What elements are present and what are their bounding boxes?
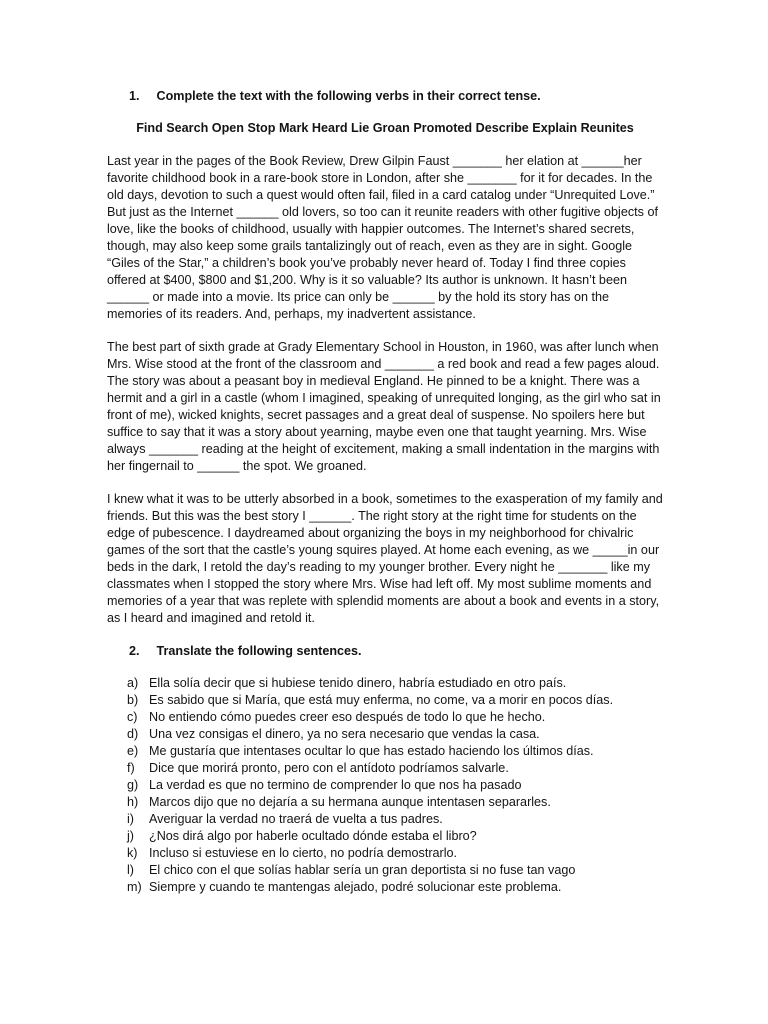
- sentence-letter: m): [127, 880, 142, 894]
- document-content: [107, 82, 663, 896]
- sentence-letter: c): [127, 710, 138, 724]
- sentence-item: [107, 794, 663, 811]
- sentence-text: Marcos dijo que no dejaría a su hermana aunque intentasen separarles.: [149, 795, 551, 809]
- sentence-text: Una vez consigas el dinero, ya no sera necesario que vendas la casa.: [149, 727, 540, 741]
- exercise-1-instruction: Complete the text with the following verbs in their correct tense.: [156, 89, 541, 103]
- paragraph-2: The best part of sixth grade at Grady Elementary School in Houston, in 1960, was after lunch when Mrs. Wise stood at the front of the classroom and _______ a red book and read a few pages aloud. The story was about a peasant boy in medieval England. He pinned to be a knight. There was a hermit and a girl in a castle (whom I imagined, speaking of unrequited longing, as the girl who sat in front of me), wicked knights, secret passages and a great deal of suspense. No spoilers here but suffice to say that it was a story about yearning, maybe even one that taught yearning. Mrs. Wise always _______ reading at the height of excitement, making a small indentation in the margins with her fingernail to ______ the spot. We groaned.: [107, 340, 661, 473]
- sentence-text: Me gustaría que intentases ocultar lo que has estado haciendo los últimos días.: [149, 744, 594, 758]
- sentence-letter: a): [127, 676, 139, 690]
- sentence-text: Averiguar la verdad no traerá de vuelta a tus padres.: [149, 812, 443, 826]
- exercise-1-number: 1.: [129, 89, 140, 103]
- sentence-text: Incluso si estuviese en lo cierto, no podría demostrarlo.: [149, 846, 458, 860]
- sentence-text: Dice que morirá pronto, pero con el antídoto podríamos salvarle.: [149, 761, 509, 775]
- sentence-letter: e): [127, 744, 139, 758]
- sentence-item: [107, 845, 663, 862]
- sentence-letter: j): [127, 829, 134, 843]
- sentence-text: ¿Nos dirá algo por haberle ocultado dónde estaba el libro?: [149, 829, 477, 843]
- sentence-letter: i): [127, 812, 134, 826]
- verb-list: Find Search Open Stop Mark Heard Lie Groan Promoted Describe Explain Reunites: [136, 121, 634, 135]
- exercise-2-number: 2.: [129, 644, 140, 658]
- sentence-text: Es sabido que si María, que está muy enferma, no come, va a morir en pocos días.: [149, 693, 614, 707]
- sentence-text: El chico con el que solías hablar sería un gran deportista si no fuse tan vago: [149, 863, 576, 877]
- sentence-text: Siempre y cuando te mantengas alejado, podré solucionar este problema.: [149, 880, 562, 894]
- exercise-2-instruction: Translate the following sentences.: [156, 644, 362, 658]
- sentence-text: Ella solía decir que si hubiese tenido dinero, habría estudiado en otro país.: [149, 676, 567, 690]
- sentence-text: No entiendo cómo puedes creer eso después de todo lo que he hecho.: [149, 710, 546, 724]
- sentence-letter: f): [127, 761, 135, 775]
- sentence-list: [107, 675, 663, 896]
- sentence-item: [107, 675, 663, 692]
- sentence-text: La verdad es que no termino de comprender lo que nos ha pasado: [149, 778, 522, 792]
- sentence-item: [107, 743, 663, 760]
- sentence-item: [107, 726, 663, 743]
- sentence-item: [107, 760, 663, 777]
- sentence-item: [107, 692, 663, 709]
- sentence-item: [107, 709, 663, 726]
- sentence-letter: l): [127, 863, 134, 877]
- sentence-item: [107, 862, 663, 879]
- exercise-1-heading: [107, 88, 663, 105]
- sentence-letter: g): [127, 778, 139, 792]
- exercise-2-heading: [107, 643, 663, 660]
- sentence-letter: b): [127, 693, 139, 707]
- sentence-item: [107, 828, 663, 845]
- sentence-item: [107, 811, 663, 828]
- sentence-item: [107, 777, 663, 794]
- sentence-letter: h): [127, 795, 139, 809]
- paragraph-3: I knew what it was to be utterly absorbed in a book, sometimes to the exasperation of my family and friends. But this was the best story I ______. The right story at the right time for students on the edge of pubescence. I daydreamed about organizing the boys in my neighborhood for chivalric games of the sort that the castle’s young squires played. At home each evening, as we _____in our beds in the dark, I retold the day’s reading to my younger brother. Every night he _______ like my classmates when I stopped the story where Mrs. Wise had left off. My most sublime moments and memories of a year that was replete with splendid moments are about a book and events in a story, as I heard and imagined and retold it.: [107, 492, 663, 625]
- paragraph-1: Last year in the pages of the Book Review, Drew Gilpin Faust _______ her elation at ______her favorite childhood book in a rare-book store in London, after she _______ for it for decades. In the old days, devotion to such a quest would often fail, filed in a card catalog under “Unrequited Love.” But just as the Internet ______ old lovers, so too can it reunite readers with other fugitive objects of love, like the books of childhood, usually with happier outcomes. The Internet’s shared secrets, though, may also keep some grails tantalizingly out of reach, even as they are in sight. Google “Giles of the Star,” a children’s book you’ve probably never heard of. Today I find three copies offered at $400, $800 and $1,200. Why is it so valuable? Its author is unknown. It hasn’t been ______ or made into a movie. Its price can only be ______ by the hold its story has on the memories of its readers. And, perhaps, my inadvertent assistance.: [107, 154, 658, 321]
- sentence-letter: k): [127, 846, 138, 860]
- sentence-letter: d): [127, 727, 139, 741]
- sentence-item: [107, 879, 663, 896]
